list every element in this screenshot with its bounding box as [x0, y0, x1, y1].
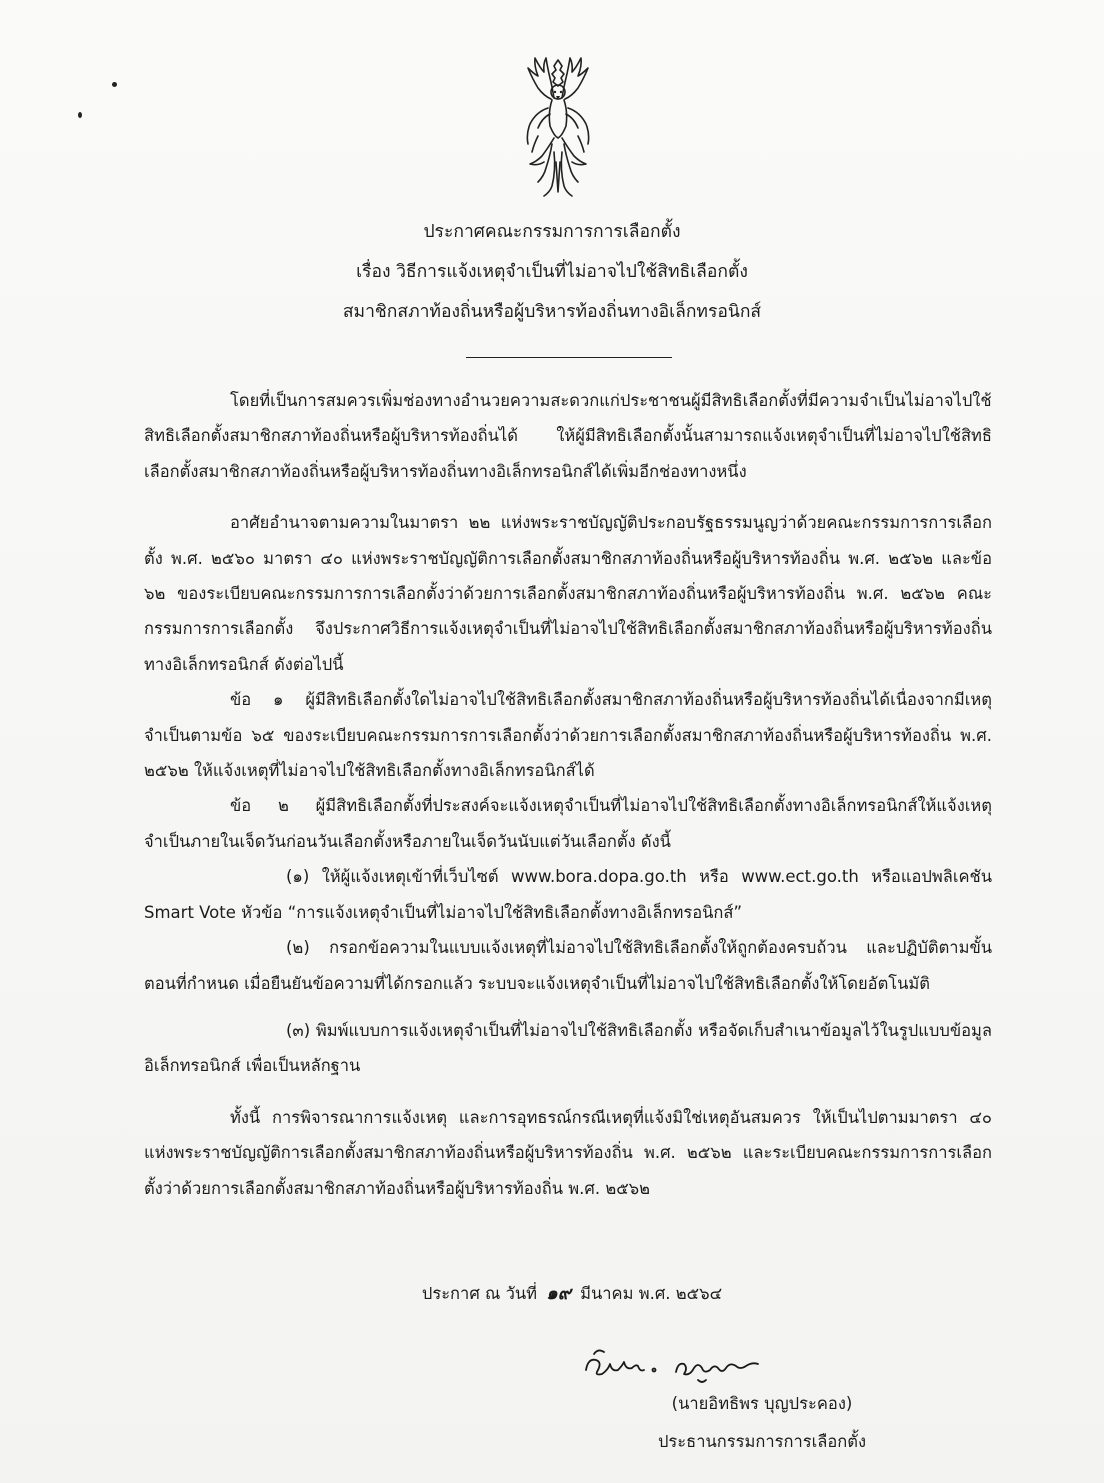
garuda-emblem-icon [508, 52, 608, 202]
scan-speck [78, 112, 82, 118]
announcement-header [0, 212, 1104, 332]
handwritten-signature [580, 1340, 780, 1390]
clause-2-item-3: (๓) พิมพ์แบบการแจ้งเหตุจำเป็นที่ไม่อาจไปใช้สิทธิเลือกตั้ง หรือจัดเก็บสำเนาข้อมูลไว้ในรูปแบบข้อมูลอิเล็กทรอนิกส์ เพื่อเป็นหลักฐาน [144, 1020, 992, 1076]
date-prefix: ประกาศ ณ วันที่ [421, 1284, 538, 1303]
scan-speck [112, 82, 117, 87]
header-subject: เรื่อง วิธีการแจ้งเหตุจำเป็นที่ไม่อาจไปใช้สิทธิเลือกตั้ง [356, 262, 748, 282]
date-month-year: มีนาคม พ.ศ. ๒๕๖๔ [580, 1284, 723, 1303]
intro-paragraph: โดยที่เป็นการสมควรเพิ่มช่องทางอำนวยความสะดวกแก่ประชาชนผู้มีสิทธิเลือกตั้งที่มีความจำเป็นไม่อาจไปใช้สิทธิเลือกตั้งสมาชิกสภาท้องถิ่นหรือผู้บริหารท้องถิ่นได้ ให้ผู้มีสิทธิเลือกตั้งนั้นสามารถแจ้งเหตุจำเป็นที่ไม่อาจไปใช้สิทธิเลือกตั้งสมาชิกสภาท้องถิ่นหรือผู้บริหารท้องถิ่นทางอิเล็กทรอนิกส์ได้เพิ่มอีกช่องทางหนึ่ง [144, 391, 992, 481]
header-divider [466, 357, 672, 358]
date-day-handwritten: ๑๙ [546, 1283, 571, 1304]
authority-paragraph: อาศัยอำนาจตามความในมาตรา ๒๒ แห่งพระราชบัญญัติประกอบรัฐธรรมนูญว่าด้วยคณะกรรมการการเลือกตั้ง พ.ศ. ๒๕๖๐ มาตรา ๔๐ แห่งพระราชบัญญัติการเลือกตั้งสมาชิกสภาท้องถิ่นหรือผู้บริหารท้องถิ่น พ.ศ. ๒๕๖๒ และข้อ ๖๒ ของระเบียบคณะกรรมการการเลือกตั้งว่าด้วยการเลือกตั้งสมาชิกสภาท้องถิ่นหรือผู้บริหารท้องถิ่น พ.ศ. ๒๕๖๒ คณะกรรมการการเลือกตั้ง จึงประกาศวิธีการแจ้งเหตุจำเป็นที่ไม่อาจไปใช้สิทธิเลือกตั้งสมาชิกสภาท้องถิ่นหรือผู้บริหารท้องถิ่นทางอิเล็กทรอนิกส์ ดังต่อไปนี้ [144, 513, 992, 674]
announcement-date [0, 1279, 1104, 1309]
announcement-body [144, 383, 992, 1206]
signatory-title: ประธานกรรมการการเลือกตั้ง [657, 1432, 867, 1451]
clause-2-item-1: (๑) ให้ผู้แจ้งเหตุเข้าที่เว็บไซต์ www.bora.dopa.go.th หรือ www.ect.go.th หรือแอปพลิเคชัน Smart Vote หัวข้อ “การแจ้งเหตุจำเป็นที่ไม่อาจไปใช้สิทธิเลือกตั้งทางอิเล็กทรอนิกส์” [144, 867, 992, 922]
signatory-name: (นายอิทธิพร บุญประคอง) [671, 1394, 853, 1413]
clause-2-paragraph: ข้อ ๒ ผู้มีสิทธิเลือกตั้งที่ประสงค์จะแจ้งเหตุจำเป็นที่ไม่อาจไปใช้สิทธิเลือกตั้งทางอิเล็กทรอนิกส์ให้แจ้งเหตุจำเป็นภายในเจ็ดวันก่อนวันเลือกตั้งหรือภายในเจ็ดวันนับแต่วันเลือกตั้ง ดังนี้ [144, 796, 992, 851]
clause-1-paragraph: ข้อ ๑ ผู้มีสิทธิเลือกตั้งใดไม่อาจไปใช้สิทธิเลือกตั้งสมาชิกสภาท้องถิ่นหรือผู้บริหารท้องถิ่นได้เนื่องจากมีเหตุจำเป็นตามข้อ ๖๕ ของระเบียบคณะกรรมการการเลือกตั้งว่าด้วยการเลือกตั้งสมาชิกสภาท้องถิ่นหรือผู้บริหารท้องถิ่น พ.ศ. ๒๕๖๒ ให้แจ้งเหตุที่ไม่อาจไปใช้สิทธิเลือกตั้งทางอิเล็กทรอนิกส์ได้ [144, 690, 992, 781]
closing-paragraph: ทั้งนี้ การพิจารณาการแจ้งเหตุ และการอุทธรณ์กรณีเหตุที่แจ้งมิใช่เหตุอันสมควร ให้เป็นไปตามมาตรา ๔๐ แห่งพระราชบัญญัติการเลือกตั้งสมาชิกสภาท้องถิ่นหรือผู้บริหารท้องถิ่น พ.ศ. ๒๕๖๒ และระเบียบคณะกรรมการการเลือกตั้งว่าด้วยการเลือกตั้งสมาชิกสภาท้องถิ่นหรือผู้บริหารท้องถิ่น พ.ศ. ๒๕๖๒ [144, 1107, 992, 1198]
signatory-block [0, 1385, 1104, 1461]
clause-2-item-2: (๒) กรอกข้อความในแบบแจ้งเหตุที่ไม่อาจไปใช้สิทธิเลือกตั้งให้ถูกต้องครบถ้วน และปฏิบัติตามขั้นตอนที่กำหนด เมื่อยืนยันข้อความที่ได้กรอกแล้ว ระบบจะแจ้งเหตุจำเป็นที่ไม่อาจไปใช้สิทธิเลือกตั้งให้โดยอัตโนมัติ [144, 938, 992, 993]
header-title: ประกาศคณะกรรมการการเลือกตั้ง [423, 222, 681, 242]
header-subject-continued: สมาชิกสภาท้องถิ่นหรือผู้บริหารท้องถิ่นทางอิเล็กทรอนิกส์ [342, 302, 762, 322]
